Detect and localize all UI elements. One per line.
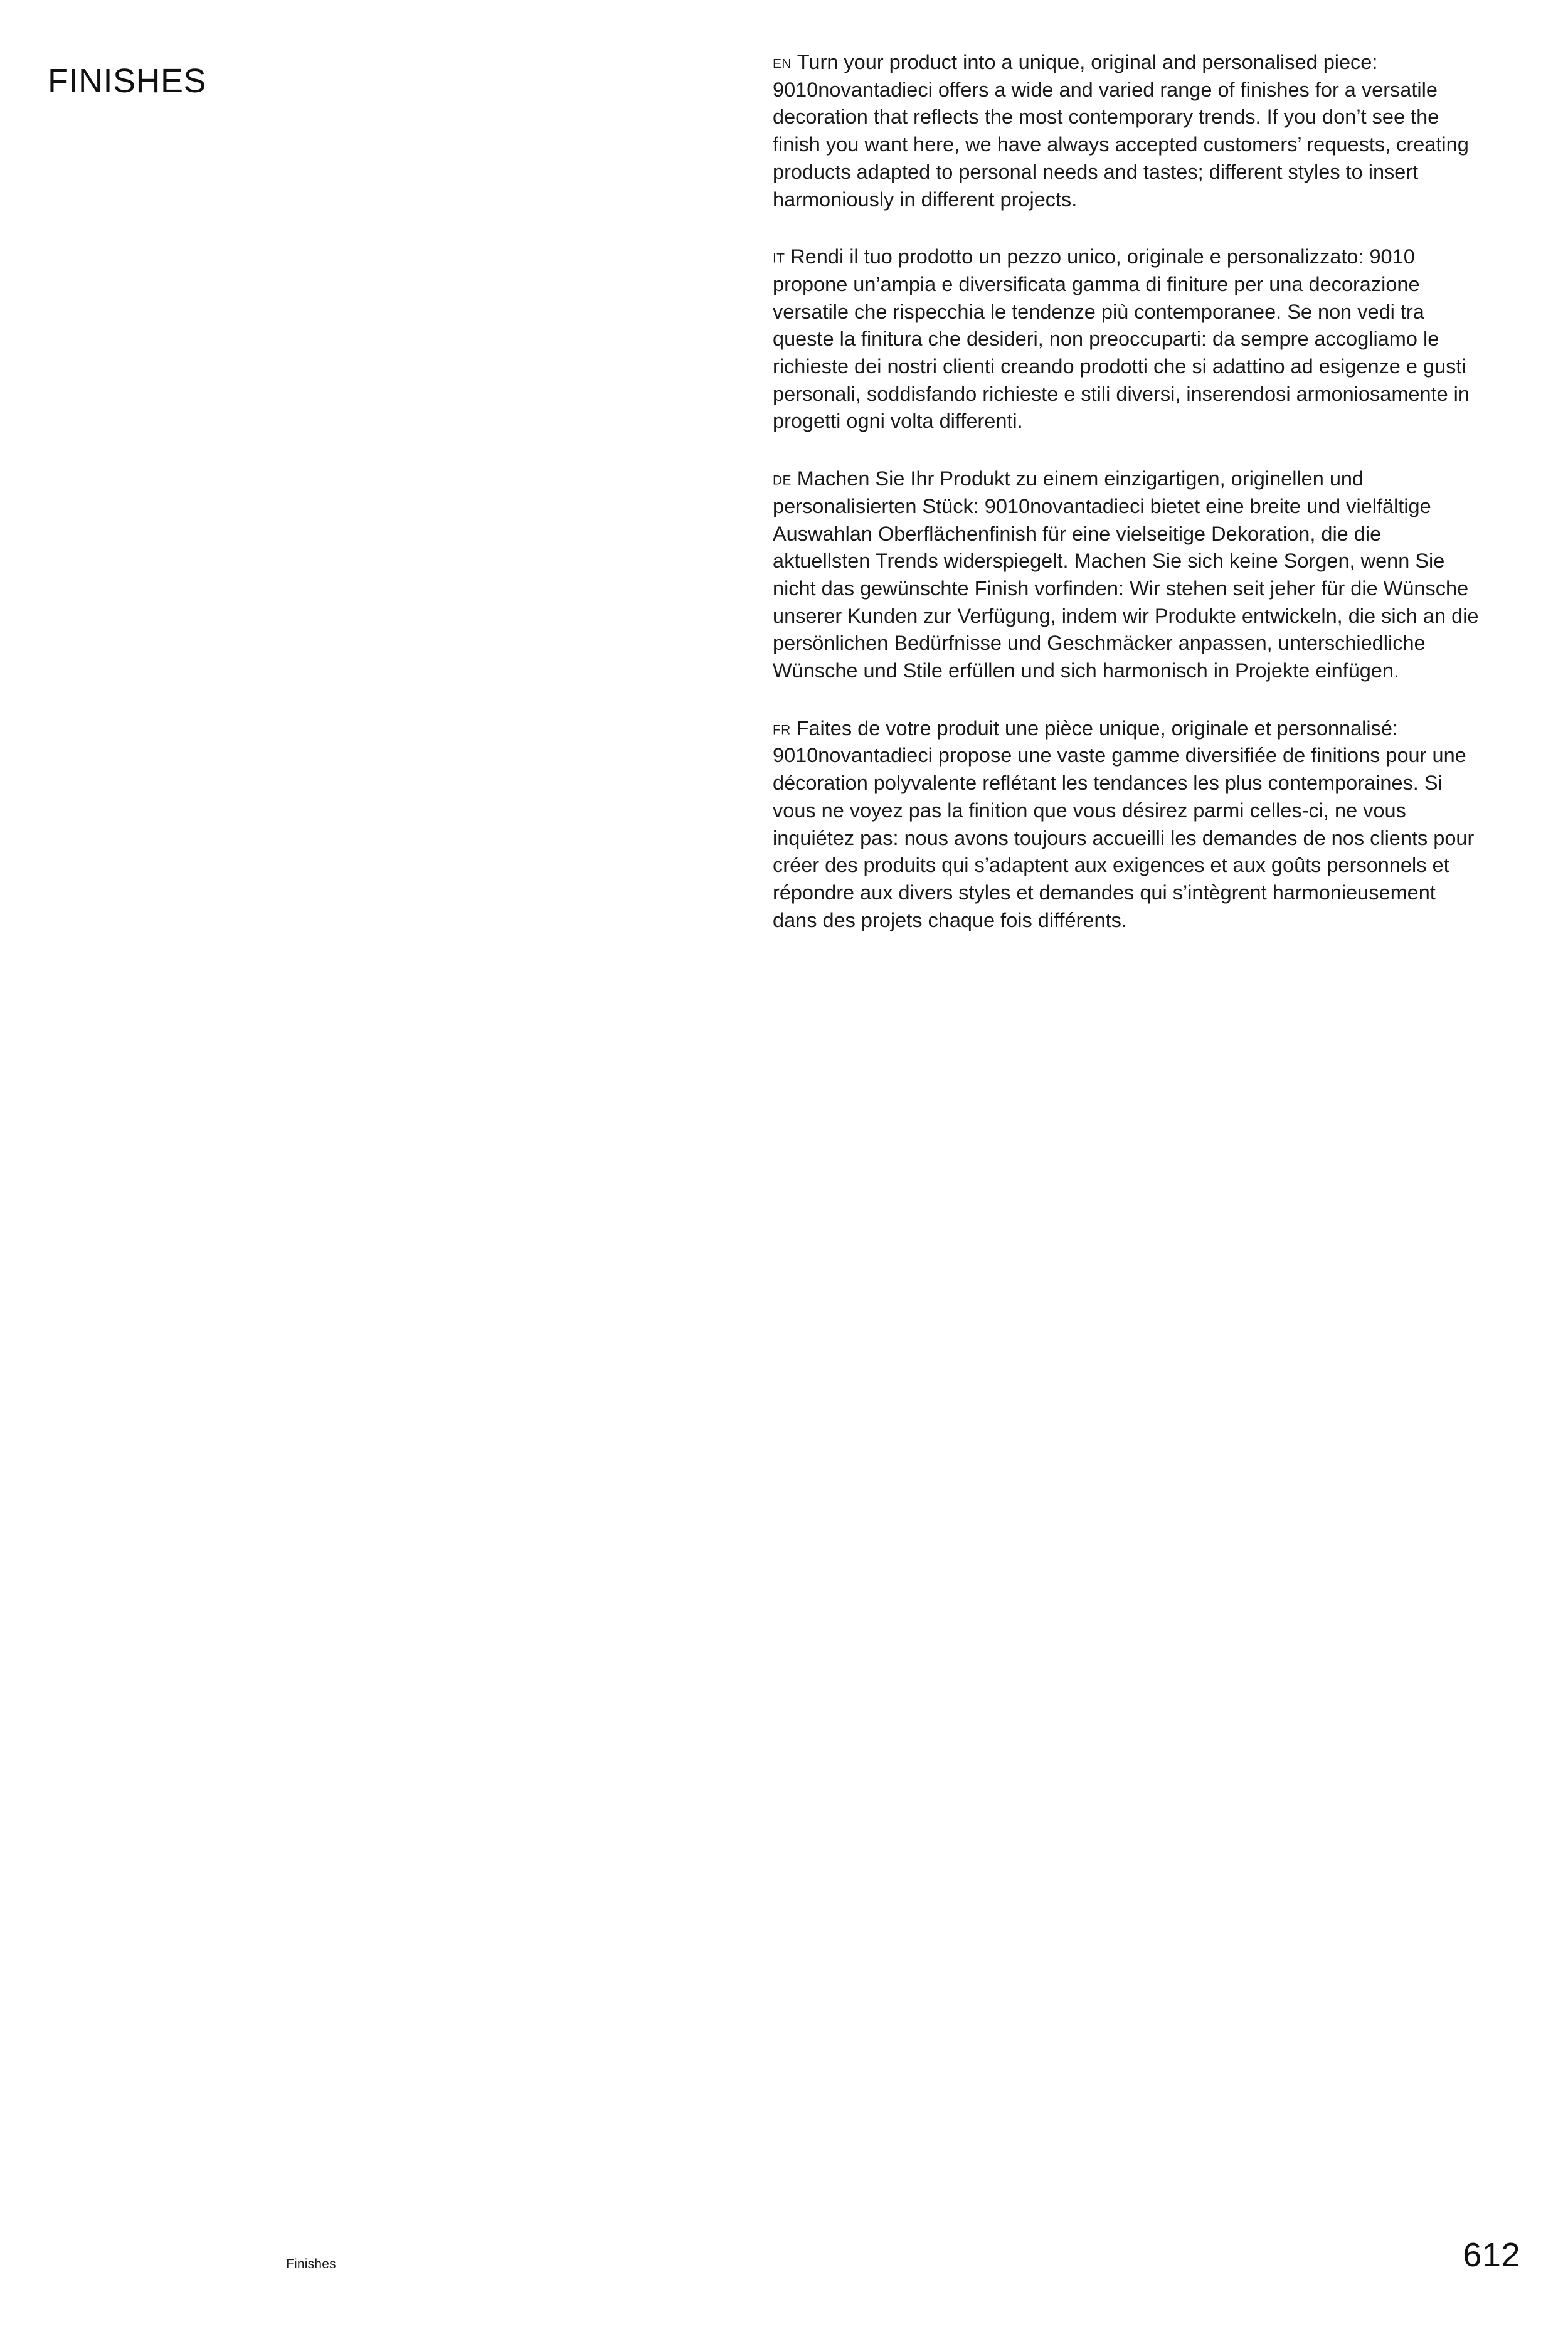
paragraph-en (773, 49, 1480, 213)
paragraph-de (773, 465, 1480, 685)
page-title: FINISHES (48, 62, 207, 100)
paragraph-fr-text: Faites de votre produit une pièce unique, originale et personnalisé: 9010novantadieci propose une vaste gamme diversifiée de finitions pour une décoration polyvalente reflétant les tendances les plus contemporaines. Si vous ne voyez pas la finition que vous désirez parmi celles-ci, ne vous inquiétez pas: nous avons toujours accueilli les demandes de nos clients pour créer des produits qui s’adaptent aux exigences et aux goûts personnels et répondre aux divers styles et demandes qui s’intègrent harmonieusement dans des projets chaque fois différents. (773, 716, 1475, 931)
paragraph-en-text: Turn your product into a unique, original and personalised piece: 9010novantadieci offers a wide and varied range of finishes for a versatile decoration that reflects the most contemporary trends. If you don’t see the finish you want here, we have always accepted customers’ requests, creating products adapted to personal needs and tastes; different styles to insert harmoniously in different projects. (773, 51, 1469, 211)
multilingual-text-column (773, 49, 1480, 934)
language-tag-it: IT (773, 251, 785, 266)
paragraph-it (773, 243, 1480, 435)
page-number: 612 (1463, 2236, 1520, 2274)
footer-section-label: Finishes (286, 2257, 336, 2271)
language-tag-en: EN (773, 56, 792, 72)
language-tag-de: DE (773, 473, 792, 488)
paragraph-it-text: Rendi il tuo prodotto un pezzo unico, originale e personalizzato: 9010 propone un’ampia e diversificata gamma di finiture per una decorazione versatile che rispecchia le tendenze più contemporanee. Se non vedi tra queste la finitura che desideri, non preoccuparti: da sempre accogliamo le richieste dei nostri clienti creando prodotti che si adattino ad esigenze e gusti personali, soddisfando richieste e stili diversi, inserendosi armoniosamente in progetti ogni volta differenti. (773, 245, 1470, 433)
language-tag-fr: FR (773, 723, 791, 738)
paragraph-fr (773, 715, 1480, 935)
paragraph-de-text: Machen Sie Ihr Produkt zu einem einzigartigen, originellen und personalisierten Stück: 9010novantadieci bietet eine breite und vielfältige Auswahlan Oberflächenfinish für eine vielseitige Dekoration, die die aktuellsten Trends widerspiegelt. Machen Sie sich keine Sorgen, wenn Sie nicht das gewünschte Finish vorfinden: Wir stehen seit jeher für die Wünsche unserer Kunden zur Verfügung, indem wir Produkte entwickeln, die sich an die persönlichen Bedürfnisse und Geschmäcker anpassen, unterschiedliche Wünsche und Stile erfüllen und sich harmonisch in Projekte einfügen. (773, 467, 1479, 682)
